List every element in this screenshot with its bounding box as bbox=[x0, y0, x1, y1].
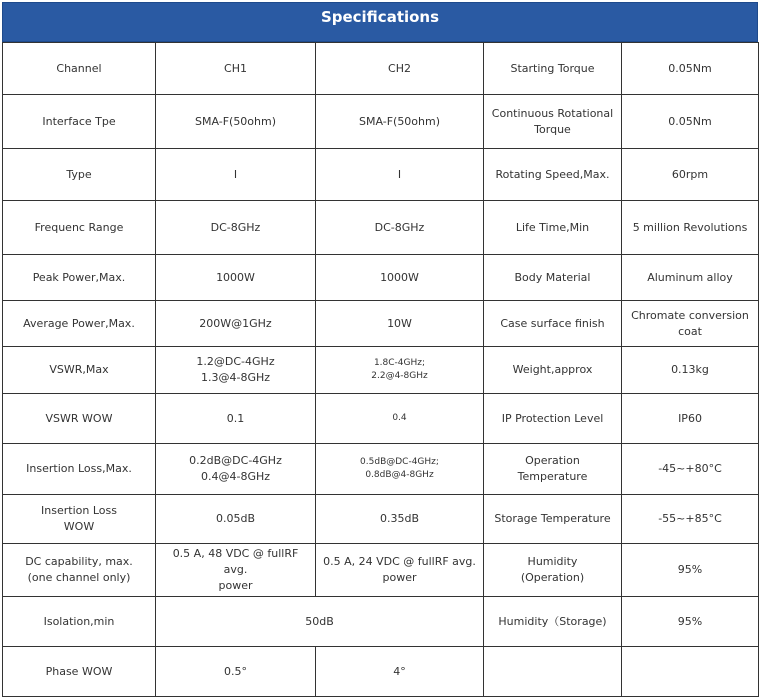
property-value bbox=[622, 647, 759, 697]
ch2-value: 4° bbox=[316, 647, 484, 697]
ch2-value: SMA-F(50ohm) bbox=[316, 95, 484, 149]
ch2-value: 0.4 bbox=[316, 394, 484, 444]
row-label: Frequenc Range bbox=[3, 201, 156, 255]
property-value-line: Chromate conversion bbox=[631, 308, 749, 322]
table-title: Specifications bbox=[2, 2, 758, 42]
table-row bbox=[3, 347, 759, 394]
property-label: Starting Torque bbox=[484, 43, 622, 95]
table-row bbox=[3, 43, 759, 95]
row-label: Channel bbox=[3, 43, 156, 95]
property-value: -45~+80°C bbox=[622, 444, 759, 495]
property-label: Operation Temperature bbox=[484, 444, 622, 495]
property-value: IP60 bbox=[622, 394, 759, 444]
property-value: 0.05Nm bbox=[622, 95, 759, 149]
ch1-value-line: 1.3@4-8GHz bbox=[200, 371, 271, 384]
row-label-line: (one channel only) bbox=[27, 571, 131, 584]
ch1-value-line: 0.5 A, 48 VDC @ fullRF avg. bbox=[172, 547, 299, 576]
property-label bbox=[484, 95, 622, 149]
spec-table bbox=[2, 42, 759, 697]
table-row bbox=[3, 301, 759, 347]
row-label-line: WOW bbox=[63, 520, 95, 533]
ch1-value: DC-8GHz bbox=[156, 201, 316, 255]
table-row bbox=[3, 444, 759, 495]
ch2-value-line: 1.8C-4GHz; bbox=[373, 358, 426, 368]
property-value-line: coat bbox=[678, 324, 702, 338]
property-value: -55~+85°C bbox=[622, 495, 759, 544]
row-label: Insertion Loss,Max. bbox=[3, 444, 156, 495]
row-label bbox=[3, 544, 156, 597]
ch2-value: DC-8GHz bbox=[316, 201, 484, 255]
property-label: Rotating Speed,Max. bbox=[484, 149, 622, 201]
table-row bbox=[3, 95, 759, 149]
property-label-line: Torque bbox=[534, 122, 571, 136]
ch2-value-line: 0.5dB@DC-4GHz; bbox=[360, 457, 439, 467]
ch2-value: I bbox=[316, 149, 484, 201]
ch1-value-line: power bbox=[218, 579, 253, 592]
row-label-line: DC capability, max. bbox=[25, 555, 133, 568]
row-label: VSWR,Max bbox=[3, 347, 156, 394]
ch2-value: 10W bbox=[316, 301, 484, 347]
ch2-value-line: power bbox=[382, 571, 417, 584]
ch2-value-line: 0.5 A, 24 VDC @ fullRF avg. bbox=[323, 555, 476, 568]
row-label: Type bbox=[3, 149, 156, 201]
property-label: Weight,approx bbox=[484, 347, 622, 394]
property-value: Aluminum alloy bbox=[622, 255, 759, 301]
ch2-value bbox=[316, 544, 484, 597]
ch1-value bbox=[156, 444, 316, 495]
table-row bbox=[3, 255, 759, 301]
ch1-value: 0.5° bbox=[156, 647, 316, 697]
row-label bbox=[3, 495, 156, 544]
table-row bbox=[3, 201, 759, 255]
ch1-value bbox=[156, 347, 316, 394]
ch1-value: 0.1 bbox=[156, 394, 316, 444]
property-value: 0.05Nm bbox=[622, 43, 759, 95]
merged-channel-value: 50dB bbox=[156, 597, 484, 647]
property-label-line: Continuous Rotational bbox=[491, 106, 614, 120]
property-label: IP Protection Level bbox=[484, 394, 622, 444]
ch2-value: CH2 bbox=[316, 43, 484, 95]
property-value bbox=[622, 301, 759, 347]
row-label: Peak Power,Max. bbox=[3, 255, 156, 301]
property-label bbox=[484, 647, 622, 697]
ch2-value: 0.35dB bbox=[316, 495, 484, 544]
property-label: Body Material bbox=[484, 255, 622, 301]
property-label: Case surface finish bbox=[484, 301, 622, 347]
property-value: 95% bbox=[622, 544, 759, 597]
row-label: Average Power,Max. bbox=[3, 301, 156, 347]
ch2-value-line: 0.8dB@4-8GHz bbox=[365, 470, 434, 480]
property-label: Storage Temperature bbox=[484, 495, 622, 544]
ch1-value-line: 1.2@DC-4GHz bbox=[196, 355, 275, 368]
ch2-value bbox=[316, 444, 484, 495]
ch1-value bbox=[156, 544, 316, 597]
ch1-value: SMA-F(50ohm) bbox=[156, 95, 316, 149]
ch1-value: 1000W bbox=[156, 255, 316, 301]
property-label: Life Time,Min bbox=[484, 201, 622, 255]
table-row bbox=[3, 149, 759, 201]
property-value: 0.13kg bbox=[622, 347, 759, 394]
ch1-value: I bbox=[156, 149, 316, 201]
row-label: Interface Tpe bbox=[3, 95, 156, 149]
table-row bbox=[3, 495, 759, 544]
row-label: Isolation,min bbox=[3, 597, 156, 647]
spec-sheet bbox=[2, 2, 758, 697]
property-label-line: Humidity bbox=[527, 555, 578, 568]
property-label-line: (Operation) bbox=[520, 571, 585, 584]
row-label: VSWR WOW bbox=[3, 394, 156, 444]
table-row bbox=[3, 647, 759, 697]
table-row bbox=[3, 394, 759, 444]
property-label bbox=[484, 544, 622, 597]
ch1-value: 200W@1GHz bbox=[156, 301, 316, 347]
ch1-value: 0.05dB bbox=[156, 495, 316, 544]
table-row bbox=[3, 544, 759, 597]
row-label: Phase WOW bbox=[3, 647, 156, 697]
table-row bbox=[3, 597, 759, 647]
property-value: 95% bbox=[622, 597, 759, 647]
ch1-value-line: 0.2dB@DC-4GHz bbox=[189, 454, 282, 467]
row-label-line: Insertion Loss bbox=[41, 504, 117, 517]
ch2-value-line: 2.2@4-8GHz bbox=[371, 371, 428, 381]
property-label: Humidity（Storage) bbox=[484, 597, 622, 647]
property-value: 60rpm bbox=[622, 149, 759, 201]
ch1-value: CH1 bbox=[156, 43, 316, 95]
property-value: 5 million Revolutions bbox=[622, 201, 759, 255]
ch2-value bbox=[316, 347, 484, 394]
ch2-value: 1000W bbox=[316, 255, 484, 301]
ch1-value-line: 0.4@4-8GHz bbox=[200, 470, 271, 483]
